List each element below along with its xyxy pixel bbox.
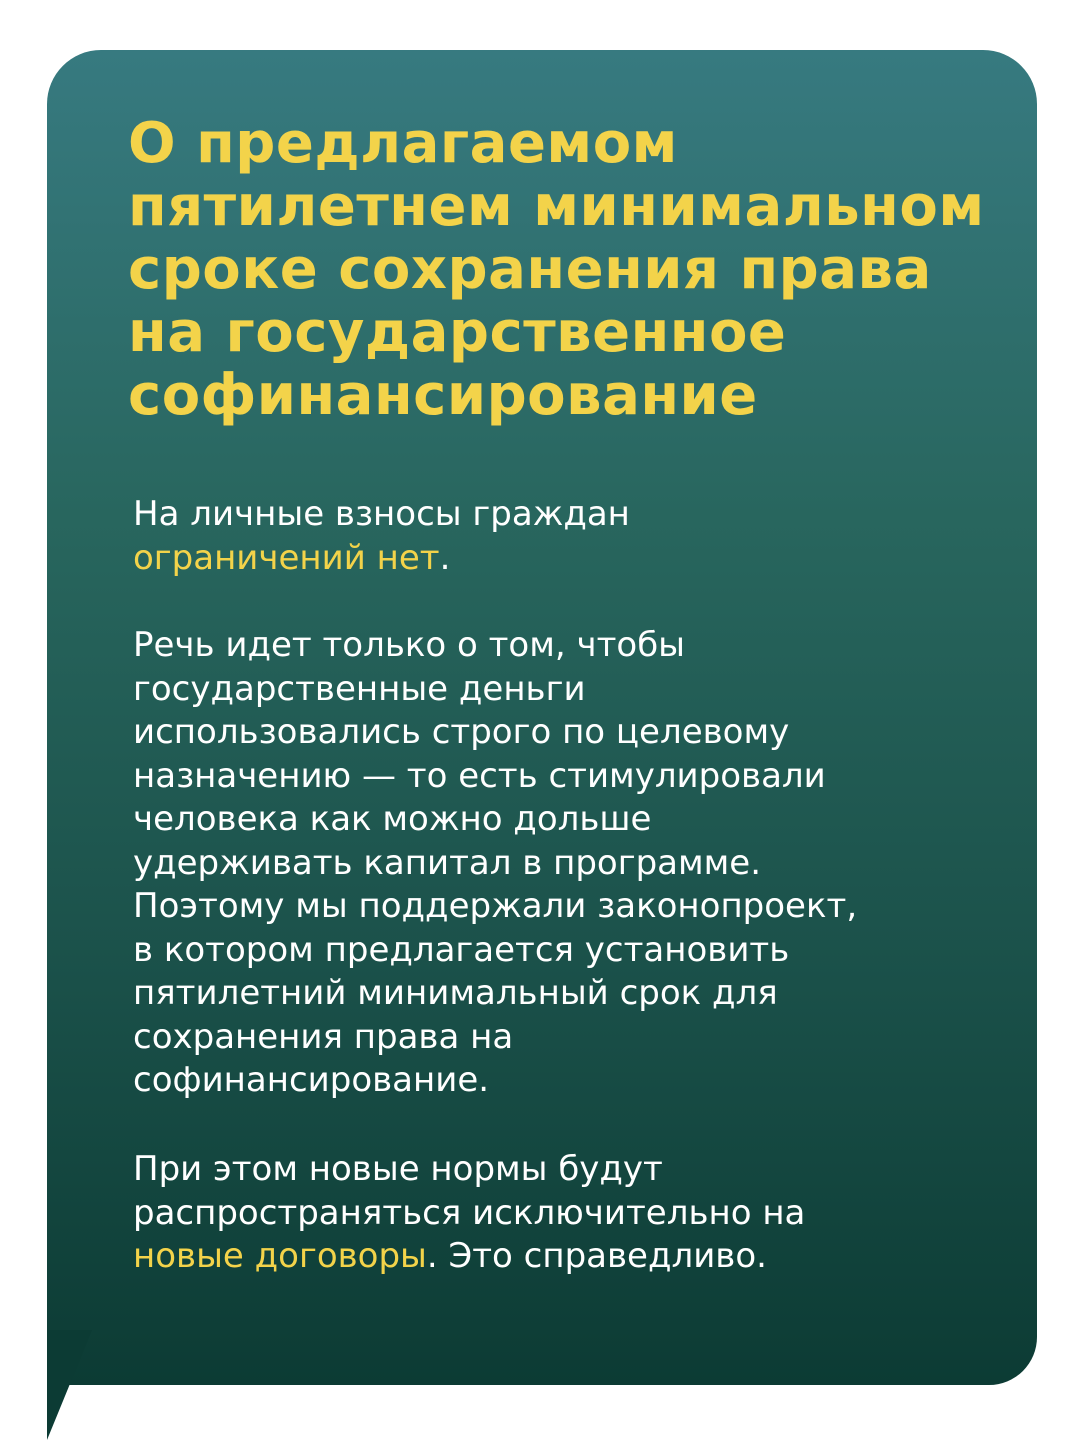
body-line: человека как можно дольше — [133, 799, 652, 839]
paragraph-personal-contributions — [133, 493, 993, 580]
body-line: использовались строго по целевому — [133, 712, 790, 752]
highlight-text: новые договоры — [133, 1236, 427, 1276]
paragraph-new-contracts — [133, 1148, 993, 1279]
speech-bubble-tail — [47, 1330, 97, 1440]
title-line: пятилетнем минимальном — [128, 174, 985, 239]
body-text: . — [439, 537, 451, 578]
body-line: государственные деньги — [133, 668, 586, 709]
body-line: удерживать капитал в программе. — [133, 842, 762, 883]
body-line: При этом новые нормы будут — [133, 1149, 663, 1189]
body-line: распространяться исключительно на — [133, 1192, 806, 1233]
title-line: сроке сохранения права — [128, 237, 932, 302]
body-line: софинансирование. — [133, 1060, 490, 1100]
title-line: на государственное — [128, 300, 787, 365]
body-line: сохранения права на — [133, 1016, 514, 1057]
body-line — [133, 537, 993, 581]
highlight-text: ограничений нет — [133, 537, 440, 578]
paragraph-explanation — [133, 624, 993, 1103]
body-line: Речь идет только о том, чтобы — [133, 625, 686, 665]
body-line: в котором предлагается установить — [133, 929, 790, 970]
title-line: О предлагаемом — [128, 111, 678, 176]
page-title — [128, 112, 998, 427]
title-line: софинансирование — [128, 363, 758, 428]
body-line: назначению — то есть стимулировали — [133, 755, 826, 796]
body-line: пятилетний минимальный срок для — [133, 973, 778, 1013]
body-line — [133, 1235, 993, 1279]
body-text: . Это справедливо. — [426, 1236, 767, 1276]
body-line: Поэтому мы поддержали законопроект, — [133, 886, 858, 926]
body-line: На личные взносы граждан — [133, 494, 630, 534]
